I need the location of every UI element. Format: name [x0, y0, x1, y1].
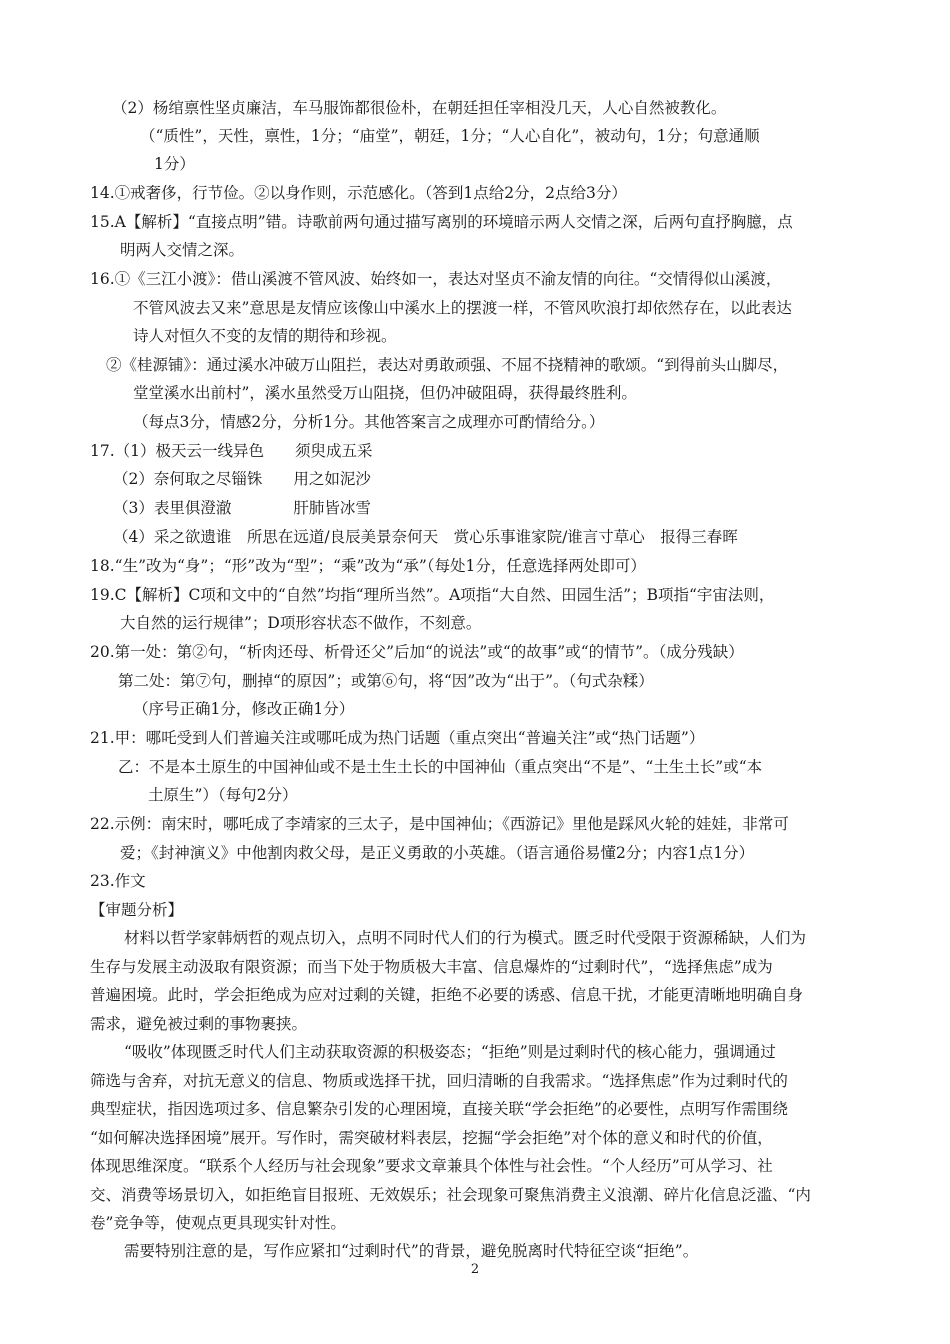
text-line: 体现思维深度。“联系个人经历与社会现象”要求文章兼具个体性与社会性。“个人经历”可从学习、社: [90, 1157, 773, 1175]
text-line: 需求，避免被过剩的事物裹挟。: [90, 1015, 308, 1033]
text-line: 大自然的运行规律”；D项形容状态不做作，不刻意。: [120, 614, 482, 632]
text-line: （每点3分，情感2分，分析1分。其他答案言之成理亦可酌情给分。）: [133, 413, 605, 431]
text-line: 14.①戒奢侈，行节俭。②以身作则，示范感化。（答到1点给2分，2点给3分）: [90, 184, 627, 202]
text-line: （4）采之欲遗谁 所思在远道/良辰美景奈何天 赏心乐事谁家院/谁言寸草心 报得三春晖: [113, 528, 738, 546]
text-line: 需要特别注意的是，写作应紧扣“过剩时代”的背景，避免脱离时代特征空谈“拒绝”。: [124, 1242, 699, 1260]
text-line: 第二处：第⑦句，删掉“的原因”；或第⑥句，将“因”改为“出于”。（句式杂糅）: [118, 672, 654, 690]
text-line: 17.（1）极天云一线异色 须臾成五采: [90, 442, 373, 460]
text-line: 15.A【解析】“直接点明”错。诗歌前两句通过描写离别的环境暗示两人交情之深，后两句直抒胸臆，点: [90, 213, 793, 231]
text-line: “如何解决选择困境”展开。写作时，需突破材料表层，挖掘“学会拒绝”对个体的意义和时代的价值，: [90, 1129, 773, 1147]
text-line: 16.①《三江小渡》：借山溪渡不管风波、始终如一，表达对坚贞不渝友情的向往。“交情得似山溪渡，: [90, 270, 782, 288]
text-line: 【审题分析】: [90, 901, 184, 919]
text-line: 23.作文: [90, 872, 146, 890]
text-line: 明两人交情之深。: [120, 241, 245, 259]
text-line: 材料以哲学家韩炳哲的观点切入，点明不同时代人们的行为模式。匮乏时代受限于资源稀缺，人们为: [124, 929, 807, 947]
text-line: 卷”竞争等，使观点更具现实针对性。: [90, 1214, 346, 1232]
text-line: 交、消费等场景切入，如拒绝盲目报班、无效娱乐；社会现象可聚焦消费主义浪潮、碎片化信息泛滥、“内: [90, 1186, 811, 1204]
text-line: （3）表里俱澄澈 肝肺皆冰雪: [113, 499, 371, 517]
page-number: 2: [470, 1262, 480, 1277]
text-line: 不管风波去又来”意思是友情应该像山中溪水上的摆渡一样，不管风吹浪打却依然存在，以此表达: [133, 299, 792, 317]
text-line: 乙：不是本土原生的中国神仙或不是土生土长的中国神仙（重点突出“不是”、“土生土长”或“本: [118, 758, 763, 776]
text-line: 堂堂溪水出前村”，溪水虽然受万山阻挠，但仍冲破阻碍，获得最终胜利。: [133, 384, 637, 402]
text-line: 21.甲：哪吒受到人们普遍关注或哪吒成为热门话题（重点突出“普遍关注”或“热门话题”）: [90, 729, 705, 747]
text-line: 诗人对恒久不变的友情的期待和珍视。: [133, 327, 397, 345]
text-line: 19.C【解析】C项和文中的“自然”均指“理所当然”。A项指“大自然、田园生活”；B项指“宇宙法则，: [90, 586, 775, 604]
text-line: （“质性”，天性，禀性，1分；“庙堂”，朝廷，1分；“人心自化”，被动句，1分；句意通顺: [140, 127, 760, 145]
text-line: 土原生”）（每句2分）: [148, 786, 298, 804]
text-line: 18.“生”改为“身”；“形”改为“型”；“乘”改为“承”（每处1分，任意选择两处即可）: [90, 557, 646, 575]
text-line: ②《桂源铺》：通过溪水冲破万山阻拦，表达对勇敢顽强、不屈不挠精神的歌颂。“到得前头山脚尽，: [106, 356, 789, 374]
text-line: 爱；《封神演义》中他割肉救父母，是正义勇敢的小英雄。（语言通俗易懂2分；内容1点1分）: [120, 844, 755, 862]
text-line: 典型症状，指因选项过多、信息繁杂引发的心理困境，直接关联“学会拒绝”的必要性，点明写作需围绕: [90, 1100, 788, 1118]
text-line: “吸收”体现匮乏时代人们主动获取资源的积极姿态；“拒绝”则是过剩时代的核心能力，强调通过: [124, 1043, 776, 1061]
text-line: （2）奈何取之尽锱铢 用之如泥沙: [113, 470, 371, 488]
text-line: 20.第一处：第②句，“析肉还母、析骨还父”后加“的说法”或“的故事”或“的情节”。（成分残缺）: [90, 643, 744, 661]
text-line: 1分）: [154, 155, 195, 173]
text-line: 筛选与舍弃，对抗无意义的信息、物质或选择干扰，回归清晰的自我需求。“选择焦虑”作为过剩时代的: [90, 1072, 788, 1090]
text-line: 普遍困境。此时，学会拒绝成为应对过剩的关键，拒绝不必要的诱惑、信息干扰，才能更清晰地明确自身: [90, 986, 804, 1004]
text-line: 生存与发展主动汲取有限资源；而当下处于物质极大丰富、信息爆炸的“过剩时代”，“选择焦虑”成为: [90, 958, 773, 976]
text-line: （2）杨绾禀性坚贞廉洁，车马服饰都很俭朴，在朝廷担任宰相没几天，人心自然被教化。: [112, 99, 727, 117]
text-line: 22.示例：南宋时，哪吒成了李靖家的三太子，是中国神仙；《西游记》里他是踩风火轮的娃娃，非常可: [90, 815, 789, 833]
text-line: （序号正确1分，修改正确1分）: [133, 700, 355, 718]
